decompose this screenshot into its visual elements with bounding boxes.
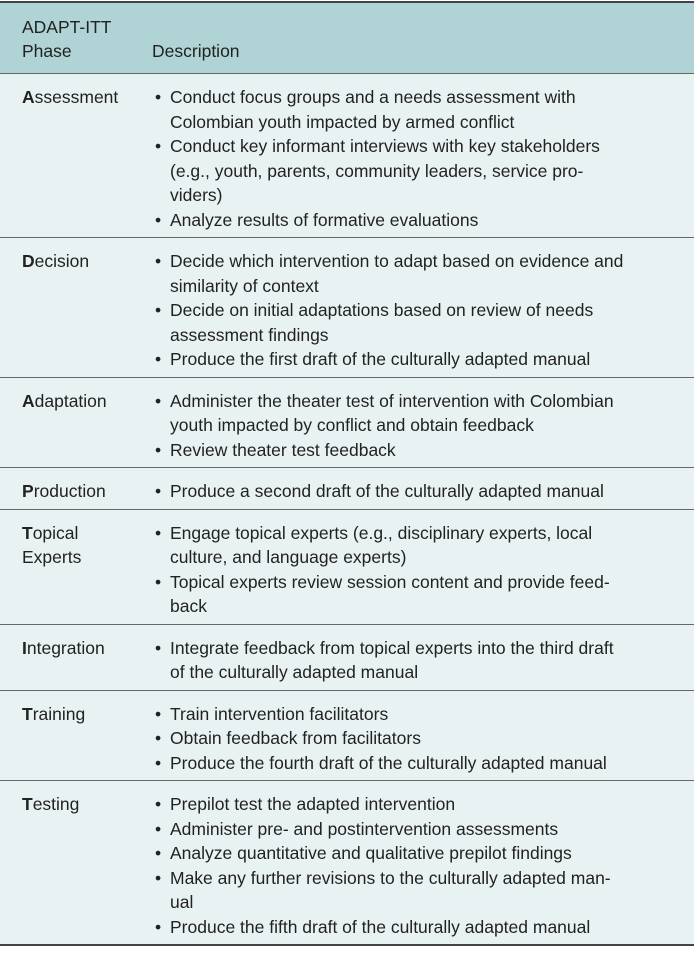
bullet-text-line: • Engage topical experts (e.g., disciplinary experts, local [170, 522, 593, 543]
bullet-text-line: • Produce the first draft of the culturally adapted manual [170, 349, 591, 369]
bullet-text-line: of the culturally adapted manual [170, 662, 419, 682]
phase-rest: daptation [34, 390, 107, 411]
list-item [152, 298, 694, 347]
list-item [152, 866, 694, 915]
table-row [0, 624, 694, 690]
bullet-text-line: ual [170, 892, 194, 912]
list-item [152, 249, 694, 298]
table-row [0, 238, 694, 378]
phase-initial: T [22, 703, 33, 724]
list-item [152, 726, 694, 751]
list-item [152, 792, 694, 817]
bullet-list [152, 249, 694, 372]
phase-initial: T [22, 794, 33, 814]
phase-initial: I [22, 637, 27, 658]
list-item [152, 134, 694, 208]
bullet-text-line: assessment findings [170, 324, 329, 345]
list-item [152, 702, 694, 727]
description-cell [152, 468, 694, 510]
bullet-text-line: • Train intervention facilitators [170, 703, 389, 724]
bullet-text-line: • Conduct key informant interviews with key stakeholders [170, 136, 600, 156]
description-cell [152, 238, 694, 378]
bullet-list [152, 85, 694, 232]
phase-initial: D [22, 251, 35, 271]
phase-rest: esting [32, 794, 80, 814]
phase-name [22, 702, 152, 727]
list-item [152, 438, 694, 463]
list-item [152, 817, 694, 842]
bullet-list [152, 479, 694, 504]
bullet-text-line: youth impacted by conflict and obtain feedback [170, 415, 534, 435]
phase-cell [0, 238, 152, 378]
bullet-text-line: Colombian youth impacted by armed conflict [170, 111, 515, 132]
phase-name [22, 792, 152, 817]
bullet-text-line: • Produce the fifth draft of the culturally adapted manual [170, 916, 591, 937]
list-item [152, 85, 694, 134]
bullet-text-line: • Review theater test feedback [170, 439, 396, 460]
phase-initial: A [22, 390, 35, 411]
table-row [0, 781, 694, 946]
bullet-text-line: • Analyze results of formative evaluations [170, 209, 479, 230]
phase-rest: opical [32, 522, 79, 543]
bullet-text-line: • Decide which intervention to adapt based on evidence and [170, 251, 624, 271]
table-header-row [0, 2, 694, 74]
phase-cell [0, 624, 152, 690]
table-row [0, 468, 694, 510]
list-item [152, 521, 694, 570]
phase-cell [0, 468, 152, 510]
list-item [152, 208, 694, 233]
phase-name [22, 636, 152, 661]
phase-cell [0, 781, 152, 946]
table-row [0, 377, 694, 468]
phase-initial: A [22, 87, 35, 107]
list-item [152, 915, 694, 940]
table-row [0, 509, 694, 624]
bullet-text-line: culture, and language experts) [170, 547, 407, 567]
phase-name [22, 85, 152, 110]
bullet-list [152, 521, 694, 619]
phase-cell [0, 509, 152, 624]
bullet-text-line: (e.g., youth, parents, community leaders, service pro- [170, 160, 584, 181]
bullet-text-line: • Topical experts review session content and provide feed- [170, 571, 610, 592]
bullet-text-line: • Produce the fourth draft of the culturally adapted manual [170, 752, 607, 773]
bullet-text-line: • Prepilot test the adapted intervention [170, 794, 456, 814]
bullet-list [152, 636, 694, 685]
list-item [152, 570, 694, 619]
description-cell [152, 781, 694, 946]
bullet-text-line: • Conduct focus groups and a needs assessment with [170, 87, 576, 107]
phase-initial: T [22, 522, 33, 543]
description-cell [152, 74, 694, 238]
header-description: Description [152, 41, 240, 61]
description-cell [152, 624, 694, 690]
list-item [152, 479, 694, 504]
bullet-text-line: • Obtain feedback from facilitators [170, 728, 421, 748]
bullet-text-line: viders) [170, 185, 223, 205]
phase-name [22, 479, 152, 504]
phase-rest: ntegration [26, 637, 105, 658]
bullet-text-line: back [170, 596, 207, 616]
phase-cell [0, 690, 152, 781]
bullet-list [152, 389, 694, 463]
adapt-itt-table [0, 1, 694, 946]
phase-name [22, 521, 152, 546]
phase-rest: ecision [34, 251, 90, 271]
list-item [152, 636, 694, 685]
list-item [152, 841, 694, 866]
list-item [152, 389, 694, 438]
bullet-text-line: • Decide on initial adaptations based on review of needs [170, 300, 594, 320]
bullet-text-line: • Administer pre- and postintervention assessments [170, 818, 559, 839]
phase-name [22, 389, 152, 414]
phase-cell [0, 74, 152, 238]
description-cell [152, 509, 694, 624]
bullet-text-line: • Produce a second draft of the culturally adapted manual [170, 481, 604, 501]
list-item [152, 751, 694, 776]
bullet-text-line: • Integrate feedback from topical experts into the third draft [170, 637, 614, 658]
phase-initial: P [22, 481, 34, 501]
bullet-text-line: • Make any further revisions to the culturally adapted man- [170, 867, 611, 888]
bullet-text-line: similarity of context [170, 275, 319, 296]
phase-rest: roduction [33, 481, 106, 501]
table-row [0, 74, 694, 238]
phase-rest: raining [32, 703, 86, 724]
bullet-text-line: • Administer the theater test of intervention with Colombian [170, 390, 614, 411]
bullet-list [152, 702, 694, 776]
phase-name [22, 249, 152, 274]
table-row [0, 690, 694, 781]
list-item [152, 347, 694, 372]
header-phase-line1: ADAPT-ITT [22, 17, 112, 37]
description-cell [152, 690, 694, 781]
header-phase-line2: Phase [22, 41, 72, 61]
description-cell [152, 377, 694, 468]
bullet-text-line: • Analyze quantitative and qualitative prepilot findings [170, 843, 572, 863]
header-phase [0, 2, 152, 74]
bullet-list [152, 792, 694, 939]
phase-name-line2: Experts [22, 547, 82, 567]
phase-cell [0, 377, 152, 468]
phase-rest: ssessment [34, 87, 119, 107]
